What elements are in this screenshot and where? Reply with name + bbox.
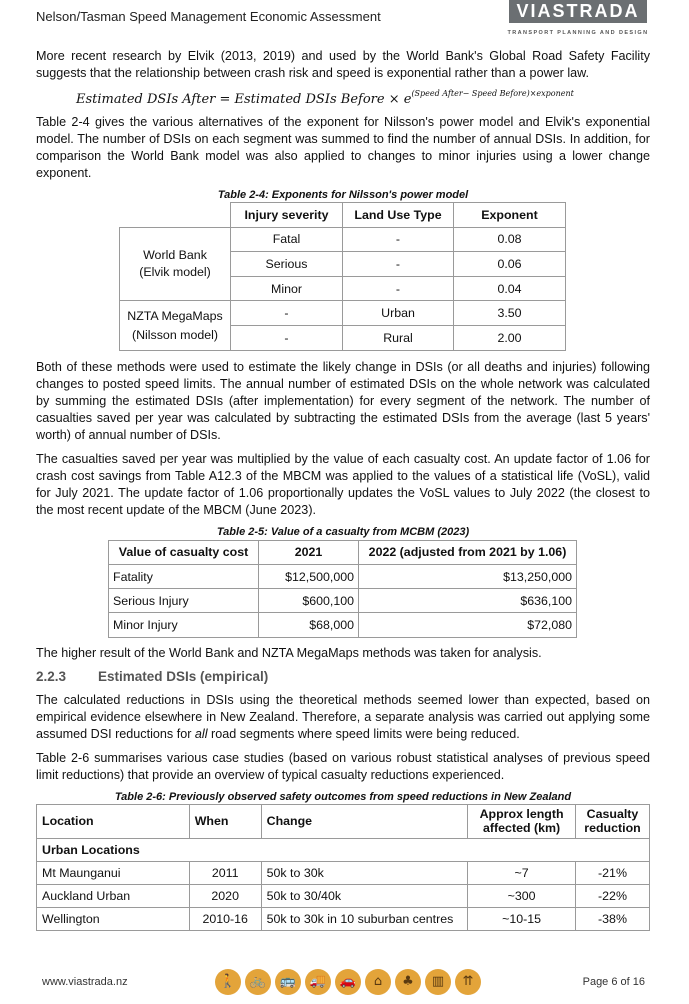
group-nzta-megamaps: NZTA MegaMaps (Nilsson model)	[120, 301, 231, 350]
house-icon: ⌂	[365, 969, 391, 995]
group-world-bank: World Bank (Elvik model)	[120, 227, 231, 301]
paragraph-empirical: The calculated reductions in DSIs using the theoretical methods seemed lower than expected, based on empirical evidence elsewhere in New Zealand. Therefore, a separate analysis was carried out applying some assumed DSI reductions for all road segments where speed limits were being reduced.	[36, 692, 650, 741]
table-row: - Rural 2.00	[120, 325, 566, 350]
table-row: Minor - 0.04	[120, 276, 566, 301]
road-icon: ⇈	[455, 969, 481, 995]
table-2-5-caption: Table 2-5: Value of a casualty from MCBM (2023)	[216, 525, 470, 538]
paragraph-case-studies: Table 2-6 summarises various case studies (based on various robust statistical analyses of previous speed limit reductions) that provide an overview of typical casualty reductions experienced.	[36, 750, 650, 782]
table-row: Mt Maunganui 2011 50k to 30k ~7 -21%	[37, 861, 650, 884]
header-location: Location	[37, 804, 190, 838]
table-group-row	[37, 838, 650, 861]
table-row: NZTA MegaMaps (Nilsson model) - Urban 3.50	[120, 301, 566, 326]
header-reduction: Casualty reduction	[576, 804, 650, 838]
table-row: Fatality $12,500,000 $13,250,000	[109, 564, 577, 588]
paragraph-table-intro: Table 2-4 gives the various alternatives of the exponent for Nilsson's power model and Elvik's exponential model. The number of DSIs on each segment was summed to find the number of annual DSIs. In addition, for comparison the World Bank model was also applied to changes to minor injuries using a lower change exponent.	[36, 115, 650, 180]
document-title: Nelson/Tasman Speed Management Economic Assessment	[36, 9, 381, 24]
table-2-4-caption: Table 2-4: Exponents for Nilsson's power model	[217, 189, 469, 201]
car-icon: 🚗	[335, 969, 361, 995]
table-2-4	[119, 202, 566, 351]
table-2-5	[108, 540, 577, 638]
table-2-6-caption: Table 2-6: Previously observed safety outcomes from speed reductions in New Zealand	[114, 790, 572, 803]
header-when: When	[189, 804, 261, 838]
pedestrian-icon: 🚶	[215, 969, 241, 995]
paragraph-elvik: More recent research by Elvik (2013, 2019) and used by the World Bank's Global Road Safety Facility suggests that the relationship between crash risk and speed is exponential rather than a power law.	[36, 49, 650, 80]
dsi-formula	[76, 89, 650, 107]
bicycle-icon: 🚲	[245, 969, 271, 995]
header-injury-severity: Injury severity	[231, 203, 343, 228]
header-exponent: Exponent	[454, 203, 566, 228]
group-urban-locations: Urban Locations	[37, 838, 650, 861]
logo-text: VIASTRADA	[516, 1, 640, 21]
page-number: Page 6 of 16	[582, 976, 645, 988]
table-row: Wellington 2010-16 50k to 30k in 10 suburban centres ~10-15 -38%	[37, 907, 650, 930]
table-header-row	[37, 804, 650, 838]
table-header-row	[109, 540, 577, 564]
viastrada-logo	[509, 0, 647, 23]
page-footer	[0, 966, 689, 1004]
industry-icon: ▥	[425, 969, 451, 995]
section-title: Estimated DSIs (empirical)	[98, 668, 269, 684]
header-casualty-cost: Value of casualty cost	[109, 540, 259, 564]
tree-icon: ♣	[395, 969, 421, 995]
table-header-row	[120, 203, 566, 228]
table-2-6	[36, 804, 650, 931]
paragraph-methods: Both of these methods were used to estimate the likely change in DSIs (or all deaths and injuries) following changes to posted speed limits. The annual number of estimated DSIs on the whole network was calculated by summing the estimated DSIs (after implementation) for every segment of the network. The number of casualties saved per year was calculated by subtracting the estimated DSIs from the average (last 5 years' worth) of annual number of DSIs.	[36, 359, 650, 442]
table-row: Serious Injury $600,100 $636,100	[109, 589, 577, 613]
paragraph-update-factor: The casualties saved per year was multiplied by the value of each casualty cost. An update factor of 1.06 for crash cost savings from Table A12.3 of the MBCM was applied to the values of a statistical life (VoSL), valid for July 2021. The update factor of 1.06 proportionally updates the VoSL values to July 2022 (the closest to the most recent update of the MBCM (June 2023).	[36, 451, 650, 517]
header-length: Approx length affected (km)	[468, 804, 576, 838]
footer-icon-strip	[215, 969, 487, 999]
table-row: Minor Injury $68,000 $72,080	[109, 613, 577, 637]
truck-icon: 🚚	[305, 969, 331, 995]
logo-tagline: TRANSPORT PLANNING AND DESIGN	[507, 30, 649, 36]
header-2022: 2022 (adjusted from 2021 by 1.06)	[359, 540, 577, 564]
bus-icon: 🚌	[275, 969, 301, 995]
section-heading	[36, 669, 650, 684]
page-content	[36, 48, 650, 931]
page-header	[0, 0, 689, 44]
formula-exponent: (Speed After− Speed Before)×exponent	[411, 89, 574, 98]
table-row: World Bank (Elvik model) Fatal - 0.08	[120, 227, 566, 252]
header-2021: 2021	[259, 540, 359, 564]
section-number: 2.2.3	[36, 668, 67, 684]
table-row: Serious - 0.06	[120, 252, 566, 277]
header-land-use: Land Use Type	[343, 203, 454, 228]
footer-url[interactable]: www.viastrada.nz	[42, 976, 128, 988]
table-row: Auckland Urban 2020 50k to 30/40k ~300 -22%	[37, 884, 650, 907]
header-change: Change	[261, 804, 468, 838]
formula-main: Estimated DSIs After = Estimated DSIs Before × e	[76, 92, 412, 107]
paragraph-higher-result: The higher result of the World Bank and NZTA MegaMaps methods was taken for analysis.	[36, 645, 542, 660]
